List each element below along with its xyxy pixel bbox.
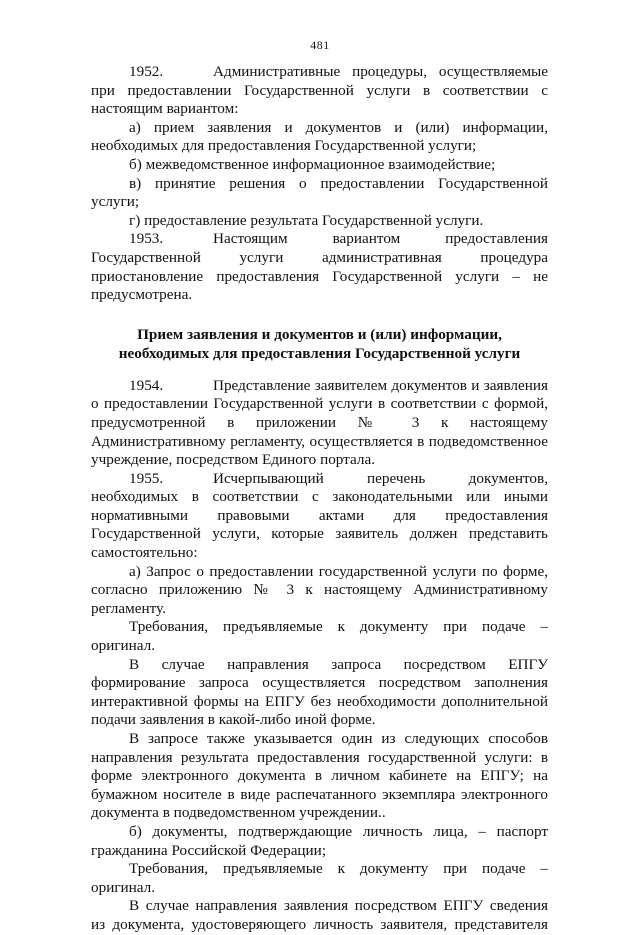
paragraph-1954 — [91, 377, 548, 470]
document-body — [91, 63, 548, 935]
paragraph-1952 — [91, 63, 548, 119]
list-item: а) прием заявления и документов и (или) информации, необходимых для предоставления Государственной услуги; — [91, 118, 548, 155]
paragraph-text: Настоящим вариантом предоставления Государственной услуги административная процедура приостановление предоставления Государственной услуги – не предусмотрена. — [91, 230, 548, 304]
paragraph-text: Исчерпывающий перечень документов, необходимых в соответствии с законодательными или иными нормативными правовыми актами для предоставления Государственной услуги, которые заявитель должен представить самостоятельно: — [91, 469, 548, 562]
paragraph-number: 1955. — [129, 469, 164, 487]
paragraph: Требования, предъявляемые к документу при подаче – оригинал. — [91, 618, 548, 655]
list-item: г) предоставление результата Государственной услуги. — [129, 211, 484, 229]
paragraph: б) документы, подтверждающие личность лица, – паспорт гражданина Российской Федерации; — [91, 822, 548, 859]
paragraph-number: 1953. — [129, 230, 164, 248]
paragraph-1955 — [91, 470, 548, 563]
heading-line-1: Прием заявления и документов и (или) информации, — [137, 325, 502, 343]
paragraph: В случае направления запроса посредством ЕПГУ формирование запроса осуществляется посредством заполнения интерактивной формы на ЕПГУ без необходимости дополнительной подачи заявления в какой-либо иной форме. — [91, 655, 548, 729]
heading-line-2: необходимых для предоставления Государственной услуги — [118, 344, 521, 362]
paragraph-text: Представление заявителем документов и заявления о предоставлении Государственной услуги в соответствии с формой, предусмотренной в приложении № 3 к настоящему Административному регламенту, осуществляется в подведомственное учреждение, посредством Единого портала. — [91, 376, 548, 469]
section-heading — [91, 325, 548, 363]
list-item: в) принятие решения о предоставлении Государственной услуги; — [91, 174, 548, 211]
paragraph-text: Административные процедуры, осуществляемые при предоставлении Государственной услуги в соответствии с настоящим вариантом: — [91, 63, 548, 118]
paragraph-1953 — [91, 230, 548, 304]
list-item: б) межведомственное информационное взаимодействие; — [129, 155, 496, 173]
paragraph: В запросе также указывается один из следующих способов направления результата предоставления государственной услуги: в форме электронного документа в личном кабинете на ЕПГУ; на бумажном носителе в виде распечатанного экземпляра электронного документа в подведомственном учреждении.. — [91, 730, 548, 822]
paragraph-number: 1954. — [129, 376, 164, 394]
page-number: 481 — [310, 38, 330, 52]
paragraph: В случае направления заявления посредством ЕПГУ сведения из документа, удостоверяющего личность заявителя, представителя — [91, 897, 548, 933]
paragraph: а) Запрос о предоставлении государственной услуги по форме, согласно приложению № 3 к настоящему Административному регламенту. — [91, 562, 548, 617]
paragraph: Требования, предъявляемые к документу при подаче – оригинал. — [91, 860, 548, 896]
paragraph-number: 1952. — [129, 63, 164, 80]
